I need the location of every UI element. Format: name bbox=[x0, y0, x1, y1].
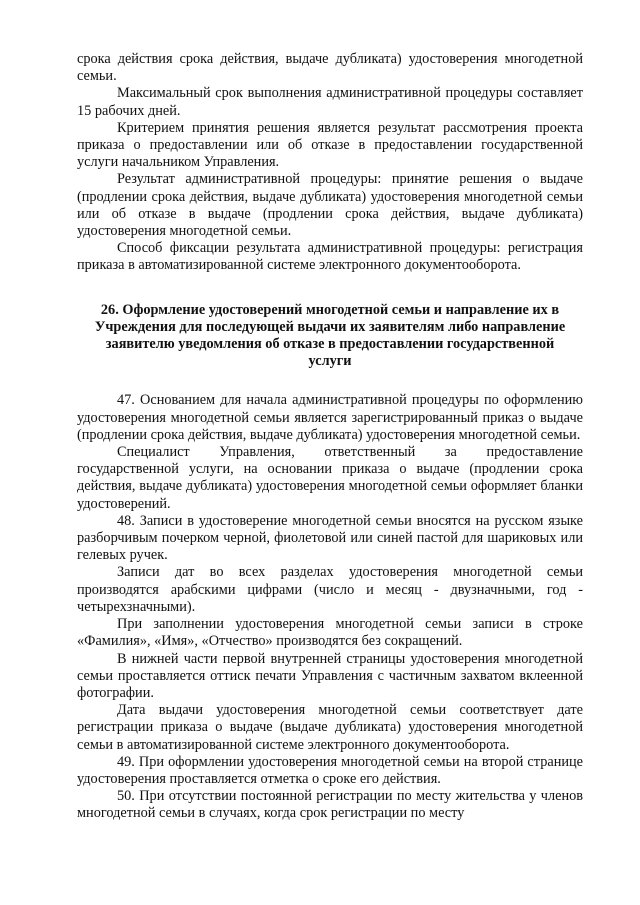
paragraph-procedure-result: Результат административной процедуры: принятие решения о выдаче (продлении срока действия, выдаче дубликата) удостоверения многодетной семьи или об отказе в выдаче (продлении срока действия, выдаче дубликата) удостоверения многодетной семьи. bbox=[77, 171, 583, 240]
paragraph-specialist: Специалист Управления, ответственный за предоставление государственной услуги, на основании приказа о выдаче (продлении срока действия, выдаче дубликата) удостоверения многодетной семьи оформляет бланки удостоверений. bbox=[77, 444, 583, 512]
paragraph-max-duration: Максимальный срок выполнения административной процедуры составляет 15 рабочих дней. bbox=[77, 85, 583, 119]
paragraph-issue-date: Дата выдачи удостоверения многодетной семьи соответствует дате регистрации приказа о выдаче (выдаче дубликата) удостоверения многодетной семьи в автоматизированной системе электронного документооборота. bbox=[77, 702, 583, 753]
paragraph-49: 49. При оформлении удостоверения многодетной семьи на второй странице удостоверения проставляется отметка о сроке его действия. bbox=[77, 753, 583, 787]
paragraph-47: 47. Основанием для начала административной процедуры по оформлению удостоверения многодетной семьи является зарегистрированный приказ о выдаче (продлении срока действия, выдаче дубликата) удостоверения многодетной семьи. bbox=[77, 392, 583, 443]
section-heading: 26. Оформление удостоверений многодетной семьи и направление их в Учреждения для последующей выдачи их заявителям либо направление заявителю уведомления об отказе в предоставлении государственной услуги bbox=[94, 301, 566, 370]
paragraph-seal: В нижней части первой внутренней страницы удостоверения многодетной семьи проставляется оттиск печати Управления с частичным захватом вклеенной фотографии. bbox=[77, 650, 583, 701]
paragraph-continuation: срока действия срока действия, выдаче дубликата) удостоверения многодетной семьи. bbox=[77, 51, 583, 85]
paragraph-dates: Записи дат во всех разделах удостоверения многодетной семьи производятся арабскими цифрами (число и месяц - двузначными, год - четырехзначными). bbox=[77, 564, 583, 615]
paragraph-48: 48. Записи в удостоверение многодетной семьи вносятся на русском языке разборчивым почерком черной, фиолетовой или синей пастой для шариковых или гелевых ручек. bbox=[77, 512, 583, 564]
document-body bbox=[77, 51, 583, 823]
paragraph-names: При заполнении удостоверения многодетной семьи записи в строке «Фамилия», «Имя», «Отчество» производятся без сокращений. bbox=[77, 616, 583, 650]
paragraph-decision-criterion: Критерием принятия решения является результат рассмотрения проекта приказа о предоставлении или об отказе в предоставлении государственной услуги начальником Управления. bbox=[77, 119, 583, 171]
paragraph-result-recording: Способ фиксации результата административной процедуры: регистрация приказа в автоматизированной системе электронного документооборота. bbox=[77, 240, 583, 274]
paragraph-50: 50. При отсутствии постоянной регистрации по месту жительства у членов многодетной семьи в случаях, когда срок регистрации по месту bbox=[77, 788, 583, 822]
